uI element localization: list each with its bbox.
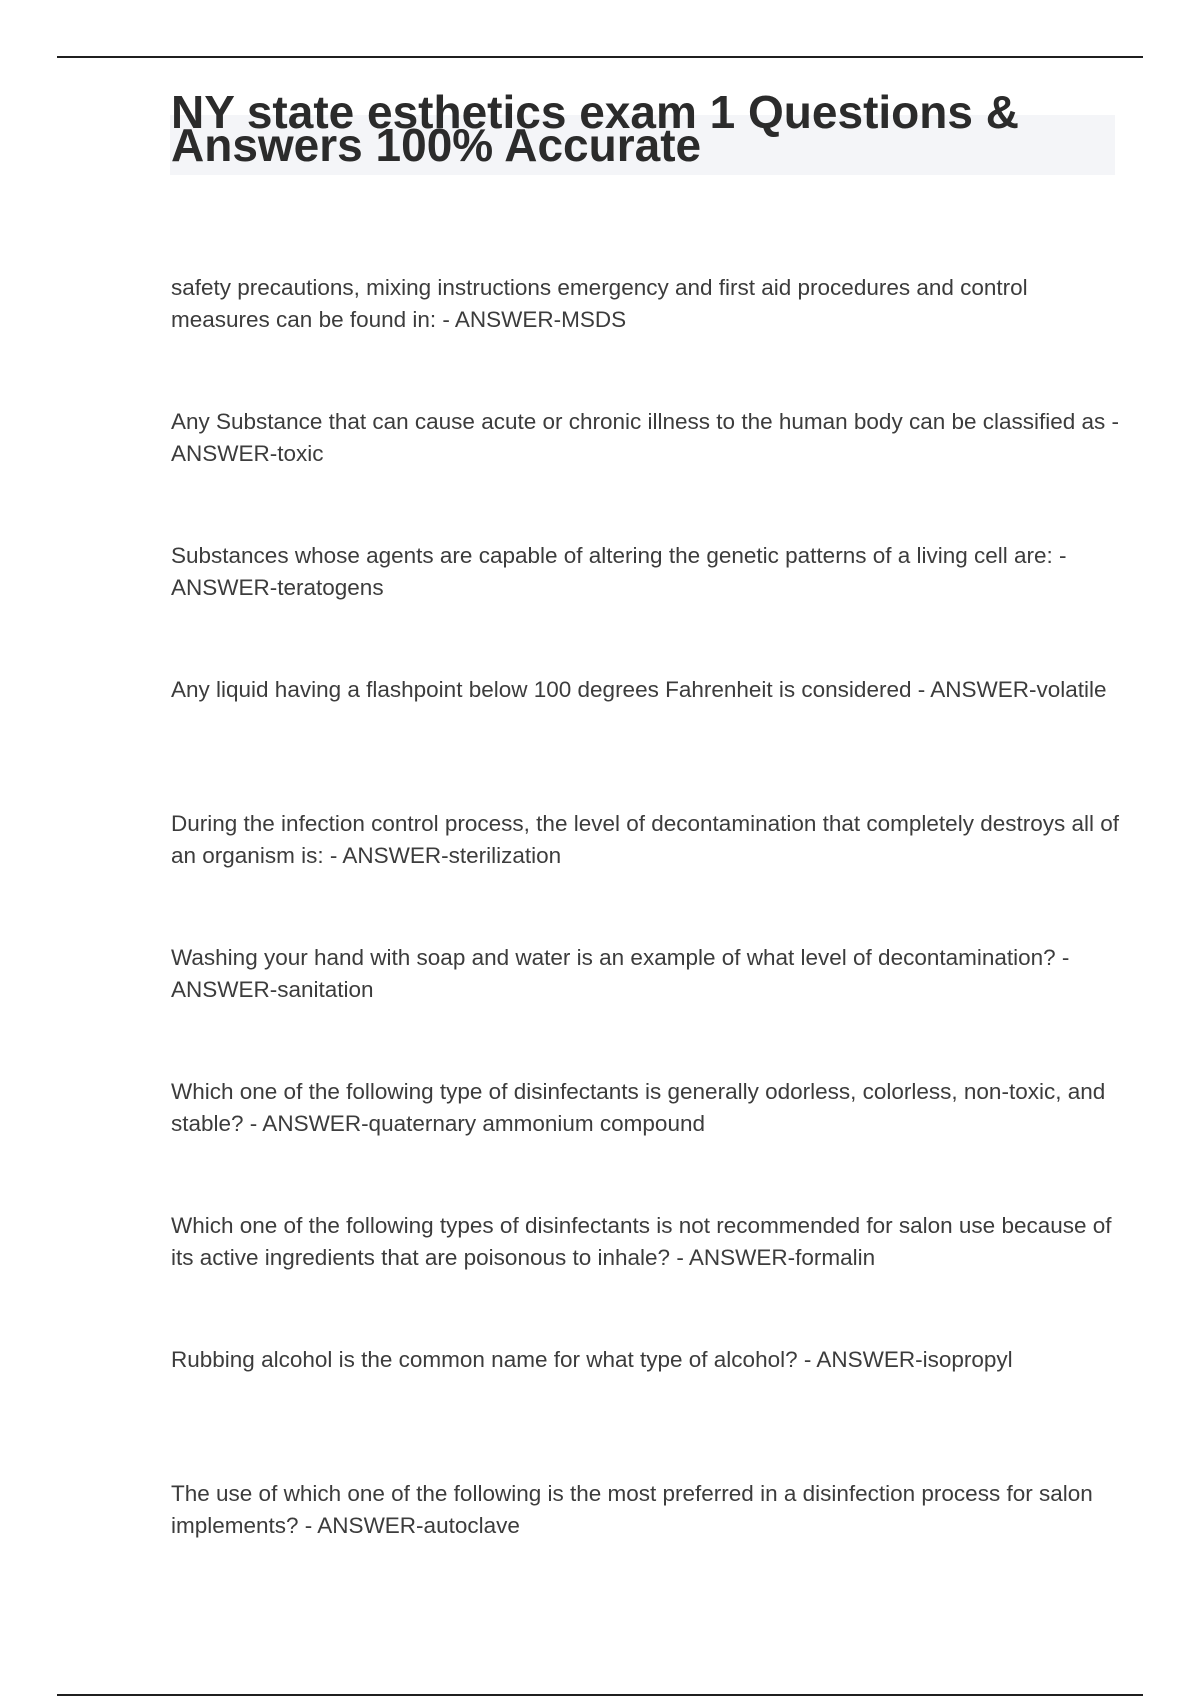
qa-item: Any liquid having a flashpoint below 100 degrees Fahrenheit is considered - ANSWER-volatile (171, 677, 1107, 702)
qa-list (171, 272, 1121, 1612)
qa-item: The use of which one of the following is the most preferred in a disinfection process for salon implements? - ANSWER-autoclave (171, 1481, 1093, 1538)
qa-item: During the infection control process, the level of decontamination that completely destroys all of an organism is: - ANSWER-sterilization (171, 811, 1120, 868)
qa-item: Any Substance that can cause acute or chronic illness to the human body can be classified as - ANSWER-toxic (171, 409, 1120, 466)
qa-item: safety precautions, mixing instructions emergency and first aid procedures and control measures can be found in: - ANSWER-MSDS (171, 275, 1028, 332)
qa-item: Which one of the following types of disinfectants is not recommended for salon use because of its active ingredients that are poisonous to inhale? - ANSWER-formalin (171, 1213, 1112, 1270)
bottom-rule (57, 1694, 1143, 1696)
qa-item: Which one of the following type of disinfectants is generally odorless, colorless, non-toxic, and stable? - ANSWER-quaternary ammonium compound (171, 1079, 1106, 1136)
page-title: NY state esthetics exam 1 Questions & Answers 100% Accurate (171, 86, 1019, 171)
qa-item: Washing your hand with soap and water is an example of what level of decontamination? - ANSWER-sanitation (171, 945, 1070, 1002)
qa-item: Rubbing alcohol is the common name for what type of alcohol? - ANSWER-isopropyl (171, 1347, 1013, 1372)
qa-item: Substances whose agents are capable of altering the genetic patterns of a living cell are: - ANSWER-teratogens (171, 543, 1067, 600)
top-rule (57, 56, 1143, 58)
